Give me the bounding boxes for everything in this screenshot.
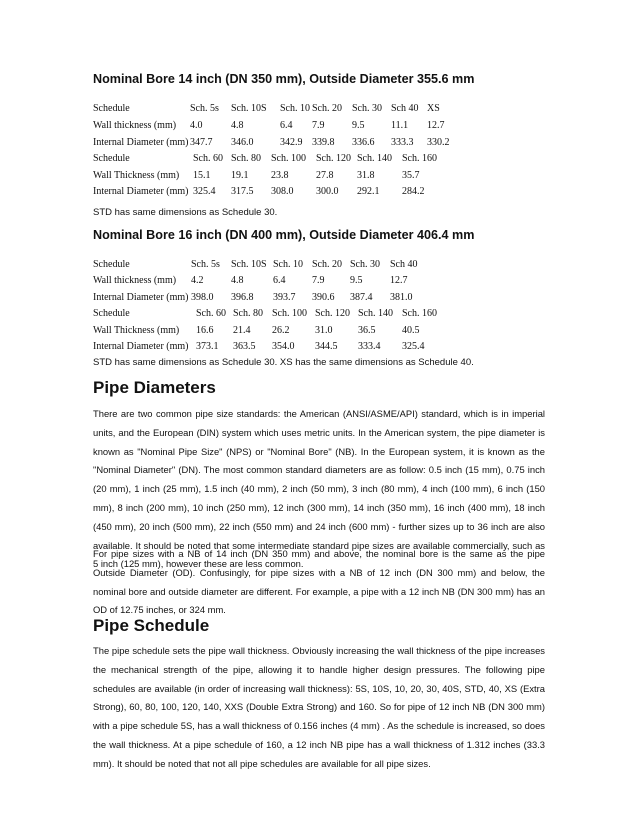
table-cell: 21.4: [233, 325, 251, 336]
table-cell: 308.0: [271, 186, 294, 197]
row-label: Wall Thickness (mm): [93, 170, 180, 181]
table-cell: Sch. 100: [271, 153, 306, 164]
table-cell: Sch. 160: [402, 153, 437, 164]
paragraph-pipe-diameters-2: For pipe sizes with a NB of 14 inch (DN 350 mm) and above, the nominal bore is the same as the pipe Outside Diameter (OD). Confusingly, for pipe sizes with a NB of 12 inch (DN 300 mm) and below, the nominal bore and outside diameter are different. For example, a pipe with a 12 inch NB (DN 300 mm) has an OD of 12.75 inches, or 324 mm.: [93, 548, 545, 616]
table-cell: 12.7: [390, 275, 408, 286]
table-cell: 36.5: [358, 325, 376, 336]
table-cell: 346.0: [231, 137, 254, 148]
row-label: Internal Diameter (mm): [93, 186, 189, 197]
table-cell: Sch. 10S: [231, 103, 267, 114]
heading-nominal-bore-14: Nominal Bore 14 inch (DN 350 mm), Outside Diameter 355.6 mm: [93, 72, 475, 86]
table-cell: 27.8: [316, 170, 334, 181]
row-label: Internal Diameter (mm): [93, 341, 189, 352]
note-16-inch: STD has same dimensions as Schedule 30. XS has the same dimensions as Schedule 40.: [93, 357, 474, 368]
table-cell: Sch. 5s: [190, 103, 219, 114]
note-14-inch: STD has same dimensions as Schedule 30.: [93, 207, 278, 218]
table-cell: Sch. 140: [357, 153, 392, 164]
table-cell: 35.7: [402, 170, 420, 181]
table-cell: 381.0: [390, 292, 413, 303]
table-cell: Sch. 140: [358, 308, 393, 319]
table-cell: Sch. 120: [316, 153, 351, 164]
heading-nominal-bore-16: Nominal Bore 16 inch (DN 400 mm), Outside Diameter 406.4 mm: [93, 228, 475, 242]
table-cell: Sch. 30: [350, 259, 380, 270]
table-cell: Sch. 80: [233, 308, 263, 319]
row-label: Schedule: [93, 153, 130, 164]
table-cell: 26.2: [272, 325, 290, 336]
table-cell: Sch. 10: [273, 259, 303, 270]
table-cell: 347.7: [190, 137, 213, 148]
row-label: Wall thickness (mm): [93, 275, 177, 286]
table-cell: 387.4: [350, 292, 373, 303]
table-cell: 373.1: [196, 341, 219, 352]
table-cell: Sch. 5s: [191, 259, 220, 270]
table-cell: 398.0: [191, 292, 214, 303]
table-cell: 31.0: [315, 325, 333, 336]
table-cell: 300.0: [316, 186, 339, 197]
table-cell: 23.8: [271, 170, 289, 181]
table-cell: Sch 40: [390, 259, 418, 270]
table-cell: Sch. 10: [280, 103, 310, 114]
table-cell: 7.9: [312, 275, 325, 286]
table-cell: Sch. 160: [402, 308, 437, 319]
table-cell: 9.5: [352, 120, 365, 131]
table-cell: 31.8: [357, 170, 375, 181]
table-cell: Sch. 30: [352, 103, 382, 114]
table-cell: 393.7: [273, 292, 296, 303]
table-cell: 390.6: [312, 292, 335, 303]
table-cell: 7.9: [312, 120, 325, 131]
table-cell: 330.2: [427, 137, 450, 148]
table-cell: 12.7: [427, 120, 445, 131]
row-label: Schedule: [93, 308, 130, 319]
table-cell: 354.0: [272, 341, 295, 352]
table-cell: 4.0: [190, 120, 203, 131]
table-cell: 396.8: [231, 292, 254, 303]
table-cell: 325.4: [402, 341, 425, 352]
table-cell: 325.4: [193, 186, 216, 197]
row-label: Schedule: [93, 259, 130, 270]
table-cell: 333.4: [358, 341, 381, 352]
table-cell: 16.6: [196, 325, 214, 336]
table-cell: Sch. 20: [312, 259, 342, 270]
table-cell: Sch. 120: [315, 308, 350, 319]
table-cell: Sch. 100: [272, 308, 307, 319]
table-cell: 344.5: [315, 341, 338, 352]
table-cell: 4.8: [231, 275, 244, 286]
table-cell: 4.8: [231, 120, 244, 131]
table-cell: Sch. 10S: [231, 259, 267, 270]
table-cell: Sch. 80: [231, 153, 261, 164]
table-cell: XS: [427, 103, 440, 114]
table-cell: Sch. 20: [312, 103, 342, 114]
table-cell: 15.1: [193, 170, 211, 181]
heading-pipe-diameters: Pipe Diameters: [93, 378, 216, 397]
table-cell: 6.4: [280, 120, 293, 131]
table-cell: 6.4: [273, 275, 286, 286]
table-cell: 336.6: [352, 137, 375, 148]
table-cell: 284.2: [402, 186, 425, 197]
table-cell: Sch. 60: [193, 153, 223, 164]
table-cell: 342.9: [280, 137, 303, 148]
table-cell: 9.5: [350, 275, 363, 286]
table-cell: 19.1: [231, 170, 249, 181]
row-label: Schedule: [93, 103, 130, 114]
row-label: Wall thickness (mm): [93, 120, 177, 131]
table-cell: 339.8: [312, 137, 335, 148]
paragraph-pipe-diameters-1: There are two common pipe size standards: the American (ANSI/ASME/API) standard, which is in imperial units, and the European (DIN) system which uses metric units. In the American system, the pipe diameter is known as "Nominal Pipe Size" (NPS) or "Nominal Bore" (NB). In the European system, it is known as the "Nominal Diameter" (DN). The most common standard diameters are as follow: 0.5 inch (15 mm), 0.75 inch (20 mm), 1 inch (25 mm), 1.5 inch (40 mm), 2 inch (50 mm), 3 inch (80 mm), 4 inch (100 mm), 6 inch (150 mm), 8 inch (200 mm), 10 inch (250 mm), 12 inch (300 mm), 14 inch (350 mm), 16 inch (400 mm), 18 inch (450 mm), 20 inch (500 mm), 22 inch (550 mm) and 24 inch (600 mm) - further sizes up to 36 inch are also available. It should be noted that some intermediate standard pipe sizes are available commercially, such as 5 inch (125 mm), however these are less common.: [93, 408, 545, 570]
table-cell: 4.2: [191, 275, 204, 286]
paragraph-pipe-schedule: The pipe schedule sets the pipe wall thickness. Obviously increasing the wall thickness of the pipe increases the mechanical strength of the pipe, allowing it to handle higher design pressures. The following pipe schedules are available (in order of increasing wall thickness): 5S, 10S, 10, 20, 30, 40S, STD, 40, XS (Extra Strong), 60, 80, 100, 120, 140, XXS (Double Extra Strong) and 160. So for pipe of 12 inch NB (DN 300 mm) with a pipe schedule 5S, has a wall thickness of 0.156 inches (4 mm) . As the schedule is increased, so does the wall thickness. At a pipe schedule of 160, a 12 inch NB pipe has a wall thickness of 1.312 inches (33.3 mm). It should be noted that not all pipe schedules are available for all pipe sizes.: [93, 645, 545, 769]
table-cell: 40.5: [402, 325, 420, 336]
table-cell: 317.5: [231, 186, 254, 197]
row-label: Wall Thickness (mm): [93, 325, 180, 336]
table-cell: 333.3: [391, 137, 414, 148]
row-label: Internal Diameter (mm): [93, 292, 189, 303]
table-cell: 292.1: [357, 186, 380, 197]
table-cell: 11.1: [391, 120, 409, 131]
row-label: Internal Diameter (mm): [93, 137, 189, 148]
table-cell: Sch. 60: [196, 308, 226, 319]
table-cell: Sch 40: [391, 103, 419, 114]
heading-pipe-schedule: Pipe Schedule: [93, 616, 210, 635]
table-cell: 363.5: [233, 341, 256, 352]
